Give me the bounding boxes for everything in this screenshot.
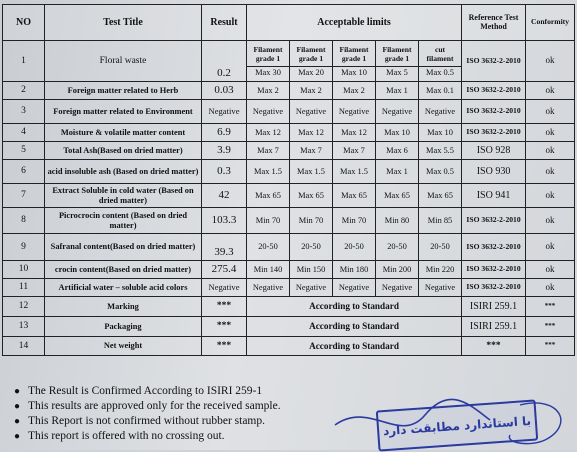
row-test-title: acid insoluble ash (Based on dried matter) bbox=[45, 160, 202, 184]
limit-cell: Max 12 bbox=[333, 124, 376, 142]
row-number: 14 bbox=[3, 337, 45, 356]
bullet-icon: ● bbox=[14, 416, 21, 427]
limit-cell: Max 65 bbox=[247, 184, 290, 208]
limit-value: Max 5 bbox=[376, 66, 418, 77]
col-header-acceptable-limits: Acceptable limits bbox=[247, 5, 462, 41]
table-row bbox=[3, 82, 575, 100]
limit-cell: Max 7 bbox=[333, 142, 376, 160]
row-reference: ISIRI 259.1 bbox=[462, 317, 526, 337]
limit-cell: Max 10 bbox=[419, 124, 462, 142]
limit-value: Max 0.5 bbox=[419, 66, 461, 77]
limit-cell: Max 1 bbox=[376, 160, 419, 184]
note-item: ● This report is offered with no crossing out. bbox=[14, 430, 225, 442]
grade-label: Filament grade 1 bbox=[339, 44, 369, 64]
limit-cell: Max 1.5 bbox=[333, 160, 376, 184]
col-header-no: NO bbox=[3, 5, 45, 41]
bullet-icon: ● bbox=[14, 386, 21, 397]
row-test-title: Net weight bbox=[45, 337, 202, 356]
limit-cell bbox=[290, 41, 333, 82]
row-result: 3.9 bbox=[202, 142, 247, 160]
row-result: 275.4 bbox=[202, 261, 247, 279]
limit-cell: Max 1 bbox=[376, 82, 419, 100]
row-conformity: ok bbox=[526, 234, 575, 261]
limit-cell: 20-50 bbox=[376, 234, 419, 261]
row-result: *** bbox=[202, 297, 247, 317]
row-conformity: ok bbox=[526, 184, 575, 208]
table-row bbox=[3, 279, 575, 297]
row-reference: ISO 941 bbox=[462, 184, 526, 208]
limit-cell: Min 85 bbox=[419, 208, 462, 234]
table-row bbox=[3, 234, 575, 261]
limit-cell: Max 65 bbox=[290, 184, 333, 208]
row-test-title: Marking bbox=[45, 297, 202, 317]
row-test-title: Artificial water – soluble acid colors bbox=[45, 279, 202, 297]
row-result: 42 bbox=[202, 184, 247, 208]
limit-value: Max 20 bbox=[290, 66, 332, 77]
limit-cell bbox=[376, 41, 419, 82]
row-test-title: crocin content(Based on dried matter) bbox=[45, 261, 202, 279]
row-number: 11 bbox=[3, 279, 45, 297]
table-row bbox=[3, 337, 575, 356]
row-conformity: ok bbox=[526, 142, 575, 160]
limit-cell bbox=[333, 41, 376, 82]
row-number: 13 bbox=[3, 317, 45, 337]
limit-cell: Negative bbox=[333, 279, 376, 297]
limit-cell: Max 6 bbox=[376, 142, 419, 160]
row-test-title: Floral waste bbox=[45, 41, 202, 82]
row-reference: ISO 3632-2-2010 bbox=[462, 100, 526, 124]
limit-cell: Negative bbox=[247, 279, 290, 297]
table-row bbox=[3, 208, 575, 234]
row-reference: ISO 930 bbox=[462, 160, 526, 184]
row-conformity: ok bbox=[526, 41, 575, 82]
limit-cell: Max 5.5 bbox=[419, 142, 462, 160]
limit-cell: Max 2 bbox=[290, 82, 333, 100]
row-reference: ISO 928 bbox=[462, 142, 526, 160]
limit-cell: Negative bbox=[376, 279, 419, 297]
row-result: 6.9 bbox=[202, 124, 247, 142]
grade-label: Filament grade 1 bbox=[382, 44, 412, 64]
row-reference: ISO 3632-2-2010 bbox=[462, 124, 526, 142]
table-row bbox=[3, 41, 575, 82]
row-result: 0.03 bbox=[202, 82, 247, 100]
limit-value: Max 30 bbox=[247, 66, 289, 77]
row-reference: ISO 3632-2-2010 bbox=[462, 41, 526, 82]
limit-value: Max 10 bbox=[333, 66, 375, 77]
row-result: *** bbox=[202, 337, 247, 356]
limit-cell: 20-50 bbox=[419, 234, 462, 261]
limit-cell: Negative bbox=[419, 279, 462, 297]
limit-cell: Max 65 bbox=[376, 184, 419, 208]
limit-cell: Max 0.5 bbox=[419, 160, 462, 184]
table-row bbox=[3, 124, 575, 142]
col-header-result: Result bbox=[202, 5, 247, 41]
limit-cell: Max 2 bbox=[333, 82, 376, 100]
row-result: Negative bbox=[202, 279, 247, 297]
limit-cell: Negative bbox=[290, 100, 333, 124]
limit-cell: Max 65 bbox=[419, 184, 462, 208]
limit-cell: 20-50 bbox=[290, 234, 333, 261]
limit-cell: Max 1.5 bbox=[290, 160, 333, 184]
row-number: 10 bbox=[3, 261, 45, 279]
row-number: 9 bbox=[3, 234, 45, 261]
row-test-title: Extract Soluble in cold water (Based on dried matter) bbox=[45, 184, 202, 208]
limit-cell: Min 70 bbox=[290, 208, 333, 234]
limit-cell: Min 70 bbox=[333, 208, 376, 234]
row-reference: ISO 3632-2-2010 bbox=[462, 82, 526, 100]
limit-cell bbox=[419, 41, 462, 82]
limit-cell: Max 0.1 bbox=[419, 82, 462, 100]
limit-cell: Max 65 bbox=[333, 184, 376, 208]
row-number: 8 bbox=[3, 208, 45, 234]
test-results-table bbox=[2, 4, 575, 356]
row-test-title: Foreign matter related to Environment bbox=[45, 100, 202, 124]
grade-label: Filament grade 1 bbox=[253, 44, 283, 64]
row-result: 0.2 bbox=[202, 41, 247, 82]
row-test-title: Safranal content(Based on dried matter) bbox=[45, 234, 202, 261]
row-number: 2 bbox=[3, 82, 45, 100]
row-reference: ISO 3632-2-2010 bbox=[462, 261, 526, 279]
row-conformity: *** bbox=[526, 297, 575, 317]
limit-cell: Min 180 bbox=[333, 261, 376, 279]
col-header-reference: Reference Test Method bbox=[462, 5, 526, 41]
grade-label: Filament grade 1 bbox=[296, 44, 326, 64]
row-test-title: Total Ash(Based on dried matter) bbox=[45, 142, 202, 160]
row-reference: ISO 3632-2-2010 bbox=[462, 208, 526, 234]
row-reference: ISIRI 259.1 bbox=[462, 297, 526, 317]
row-reference: *** bbox=[462, 337, 526, 356]
row-result: *** bbox=[202, 317, 247, 337]
table-row bbox=[3, 142, 575, 160]
table-row bbox=[3, 184, 575, 208]
limit-cell: Max 7 bbox=[247, 142, 290, 160]
row-reference: ISO 3632-2-2010 bbox=[462, 279, 526, 297]
row-test-title: Packaging bbox=[45, 317, 202, 337]
row-conformity: ok bbox=[526, 82, 575, 100]
row-conformity: ok bbox=[526, 100, 575, 124]
table-row bbox=[3, 160, 575, 184]
bullet-icon: ● bbox=[14, 401, 21, 412]
row-number: 3 bbox=[3, 100, 45, 124]
limit-cell: Min 70 bbox=[247, 208, 290, 234]
limit-cell: Negative bbox=[290, 279, 333, 297]
limit-cell: Min 200 bbox=[376, 261, 419, 279]
limit-cell: Min 80 bbox=[376, 208, 419, 234]
limit-cell: Negative bbox=[333, 100, 376, 124]
table-row bbox=[3, 317, 575, 337]
approval-stamp: با استاندارد مطابقت دارد bbox=[376, 399, 538, 451]
row-conformity: ok bbox=[526, 124, 575, 142]
limit-cell: 20-50 bbox=[247, 234, 290, 261]
note-item: ● The Result is Confirmed According to ISIRI 259-1 bbox=[14, 385, 263, 397]
limit-cell: Min 150 bbox=[290, 261, 333, 279]
limit-cell: Negative bbox=[247, 100, 290, 124]
col-header-conformity: Conformity bbox=[526, 5, 575, 41]
standard-cell: According to Standard bbox=[247, 297, 462, 317]
limit-cell: Negative bbox=[419, 100, 462, 124]
row-test-title: Picrocrocin content (Based on dried matter) bbox=[45, 208, 202, 234]
row-conformity: ok bbox=[526, 261, 575, 279]
row-conformity: *** bbox=[526, 317, 575, 337]
row-number: 7 bbox=[3, 184, 45, 208]
row-result: Negative bbox=[202, 100, 247, 124]
limit-cell: Max 12 bbox=[247, 124, 290, 142]
row-result: 103.3 bbox=[202, 208, 247, 234]
table-row bbox=[3, 100, 575, 124]
row-conformity: ok bbox=[526, 208, 575, 234]
col-header-test-title: Test Title bbox=[45, 5, 202, 41]
grade-label: cut filament bbox=[426, 44, 454, 64]
row-conformity: ok bbox=[526, 160, 575, 184]
row-number: 4 bbox=[3, 124, 45, 142]
limit-cell: Max 12 bbox=[290, 124, 333, 142]
bullet-icon: ● bbox=[14, 431, 21, 442]
limit-cell: Max 7 bbox=[290, 142, 333, 160]
row-number: 12 bbox=[3, 297, 45, 317]
limit-cell: Max 2 bbox=[247, 82, 290, 100]
row-conformity: ok bbox=[526, 279, 575, 297]
row-number: 6 bbox=[3, 160, 45, 184]
note-item: ● This Report is not confirmed without rubber stamp. bbox=[14, 415, 265, 427]
row-number: 1 bbox=[3, 41, 45, 82]
row-test-title: Foreign matter related to Herb bbox=[45, 82, 202, 100]
standard-cell: According to Standard bbox=[247, 337, 462, 356]
limit-cell: Min 140 bbox=[247, 261, 290, 279]
standard-cell: According to Standard bbox=[247, 317, 462, 337]
limit-cell bbox=[247, 41, 290, 82]
limit-cell: Max 1.5 bbox=[247, 160, 290, 184]
limit-cell: Max 10 bbox=[376, 124, 419, 142]
row-test-title: Moisture & volatile matter content bbox=[45, 124, 202, 142]
limit-cell: Negative bbox=[376, 100, 419, 124]
row-result: 0.3 bbox=[202, 160, 247, 184]
note-item: ● This results are approved only for the received sample. bbox=[14, 400, 281, 412]
table-row bbox=[3, 261, 575, 279]
row-reference: ISO 3632-2-2010 bbox=[462, 234, 526, 261]
row-number: 5 bbox=[3, 142, 45, 160]
limit-cell: Min 220 bbox=[419, 261, 462, 279]
row-conformity: *** bbox=[526, 337, 575, 356]
row-result: 39.3 bbox=[202, 234, 247, 261]
table-row bbox=[3, 297, 575, 317]
limit-cell: 20-50 bbox=[333, 234, 376, 261]
